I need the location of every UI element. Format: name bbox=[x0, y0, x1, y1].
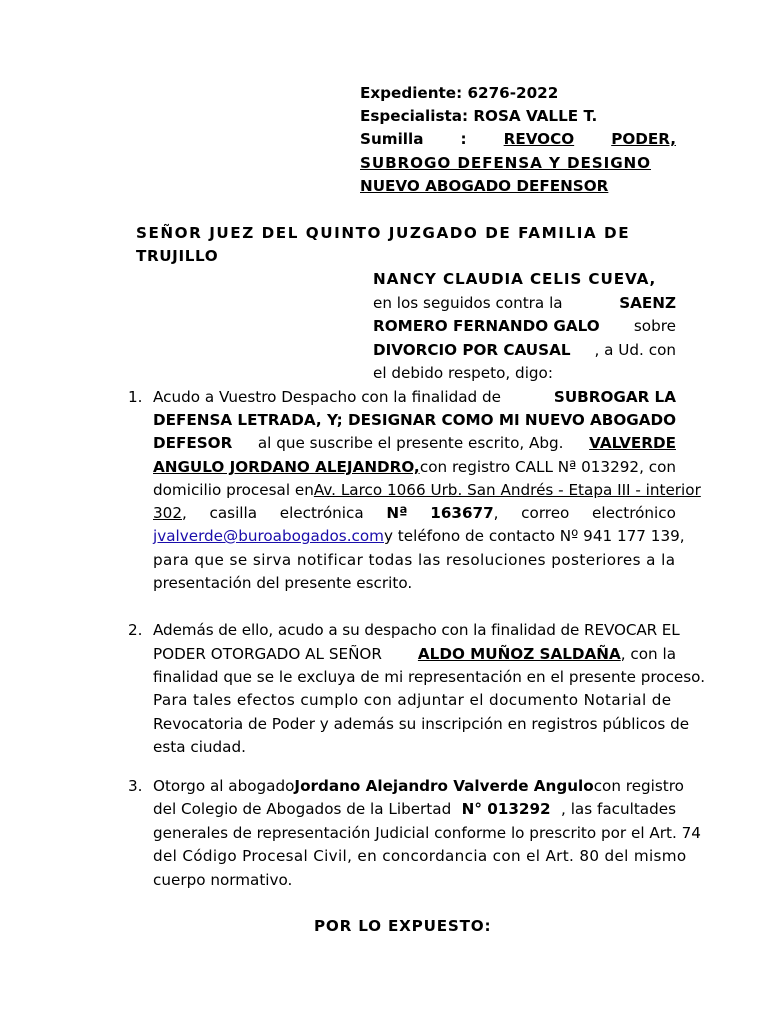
defendant-name-part: SAENZ bbox=[619, 294, 676, 312]
summary-label: Sumilla bbox=[360, 130, 424, 148]
item2-line-2 bbox=[153, 644, 676, 664]
specialist: Especialista: ROSA VALLE T. bbox=[360, 107, 598, 125]
item3-line-1 bbox=[153, 776, 684, 796]
closing-heading: POR LO EXPUESTO: bbox=[314, 917, 492, 935]
item1-text: correo bbox=[521, 504, 570, 522]
intro-line-2 bbox=[373, 293, 676, 313]
item1-text: electrónica bbox=[279, 504, 364, 522]
electronic-box-number: 163677 bbox=[430, 504, 494, 522]
item1-line-9: presentación del presente escrito. bbox=[153, 574, 413, 592]
item2-line-1: Además de ello, acudo a su despacho con la finalidad de REVOCAR EL bbox=[153, 621, 680, 639]
item1-text: con registro CALL Nª 013292, con bbox=[419, 458, 676, 476]
procedural-address: Av. Larco 1066 Urb. San Andrés - Etapa III - interior bbox=[313, 481, 701, 499]
procedural-address-end: 302 bbox=[153, 504, 182, 522]
item1-line-8: para que se sirva notificar todas las resoluciones posteriores a la bbox=[153, 551, 676, 569]
item1-emphasis: DEFESOR bbox=[153, 434, 233, 452]
item3-text: con registro bbox=[593, 777, 684, 795]
item2-text: PODER OTORGADO AL SEÑOR bbox=[153, 645, 382, 663]
item1-text: Acudo a Vuestro Despacho con la finalidad de bbox=[153, 388, 501, 406]
item2-line-6: esta ciudad. bbox=[153, 738, 246, 756]
summary-word-2: PODER, bbox=[611, 130, 676, 148]
intro-text: en los seguidos contra la bbox=[373, 294, 563, 312]
item1-line-7 bbox=[153, 526, 685, 546]
summary-colon: : bbox=[460, 130, 467, 148]
petitioner-name: NANCY CLAUDIA CELIS CUEVA, bbox=[373, 270, 657, 288]
item-number: 1. bbox=[128, 388, 143, 406]
defendant-name-rest: ROMERO FERNANDO GALO bbox=[373, 317, 600, 335]
item2-line-4: Para tales efectos cumplo con adjuntar el documento Notarial de bbox=[153, 691, 672, 709]
intro-line-3 bbox=[373, 316, 676, 336]
item3-text: del Colegio de Abogados de la Libertad bbox=[153, 800, 452, 818]
item1-text: , bbox=[182, 504, 187, 522]
email-link[interactable]: jvalverde@buroabogados.com bbox=[153, 527, 384, 545]
appointed-lawyer-name: Jordano Alejandro Valverde Angulo bbox=[294, 777, 594, 795]
intro-text: , a Ud. con bbox=[594, 341, 676, 359]
item1-line-1 bbox=[153, 387, 676, 407]
item1-text: al que suscribe el presente escrito, Abg. bbox=[257, 434, 564, 452]
case-number: Expediente: 6276-2022 bbox=[360, 84, 559, 102]
lawyer-name-rest: ANGULO JORDANO ALEJANDRO, bbox=[153, 458, 420, 476]
item1-line-3 bbox=[153, 433, 676, 453]
item1-line-5 bbox=[153, 480, 701, 500]
intro-text: sobre bbox=[633, 317, 676, 335]
item2-text: , con la bbox=[620, 645, 676, 663]
summary-word-1: REVOCO bbox=[503, 130, 575, 148]
item2-line-5: Revocatoria de Poder y además su inscripción en registros públicos de bbox=[153, 715, 690, 733]
item1-emphasis: SUBROGAR LA bbox=[553, 388, 676, 406]
registration-number: N° 013292 bbox=[461, 800, 551, 818]
item1-text: domicilio procesal en bbox=[153, 481, 314, 499]
item1-text: , bbox=[493, 504, 499, 522]
item3-text: , las facultades bbox=[561, 800, 676, 818]
item3-line-3: generales de representación Judicial conforme lo prescrito por el Art. 74 bbox=[153, 824, 701, 842]
item3-line-2 bbox=[153, 799, 676, 819]
item3-text: Otorgo al abogado bbox=[153, 777, 295, 795]
item1-emphasis: DEFENSA LETRADA, bbox=[153, 411, 322, 429]
item1-emphasis: Y; DESIGNAR COMO MI NUEVO ABOGADO bbox=[326, 411, 676, 429]
item1-text: casilla bbox=[209, 504, 258, 522]
case-matter: DIVORCIO POR CAUSAL bbox=[373, 341, 571, 359]
addressee-line-1: SEÑOR JUEZ DEL QUINTO JUZGADO DE FAMILIA DE bbox=[136, 224, 631, 242]
item1-line-4 bbox=[153, 457, 676, 477]
revoked-lawyer-name: ALDO MUÑOZ SALDAÑA bbox=[417, 645, 621, 663]
summary-line-2: SUBROGO DEFENSA Y DESIGNO bbox=[360, 154, 651, 172]
item-number: 3. bbox=[128, 777, 143, 795]
item3-line-5: cuerpo normativo. bbox=[153, 871, 293, 889]
summary-line-3: NUEVO ABOGADO DEFENSOR bbox=[360, 177, 609, 195]
item3-line-4: del Código Procesal Civil, en concordancia con el Art. 80 del mismo bbox=[153, 847, 687, 865]
item1-line-6 bbox=[153, 503, 676, 523]
summary-line-1 bbox=[360, 129, 676, 149]
item1-text: electrónico bbox=[592, 504, 676, 522]
item-number: 2. bbox=[128, 621, 143, 639]
intro-line-5: el debido respeto, digo: bbox=[373, 364, 553, 382]
item1-text: y teléfono de contacto Nº 941 177 139, bbox=[383, 527, 685, 545]
intro-line-4 bbox=[373, 340, 676, 360]
addressee-line-2: TRUJILLO bbox=[136, 247, 219, 265]
item2-line-3: finalidad que se le excluya de mi representación en el presente proceso. bbox=[153, 668, 706, 686]
item1-emphasis: Nª bbox=[386, 504, 408, 522]
item1-line-2 bbox=[153, 410, 676, 430]
lawyer-name-part: VALVERDE bbox=[589, 434, 676, 452]
